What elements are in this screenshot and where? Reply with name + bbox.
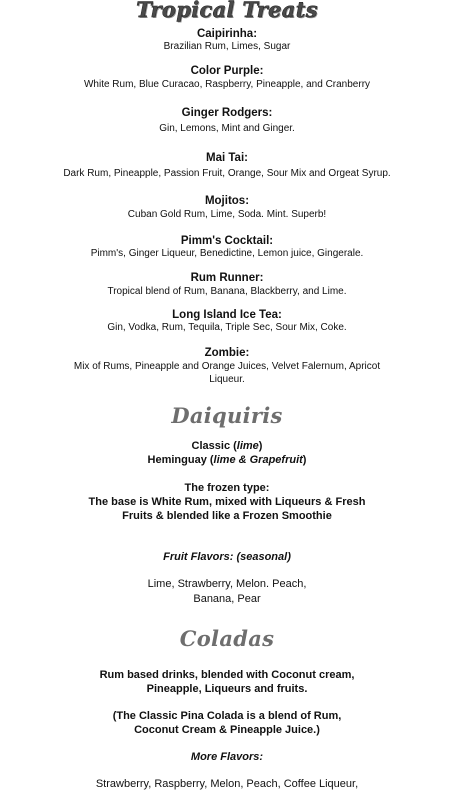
fruit-flavors-title: Fruit Flavors: (seasonal) (163, 551, 291, 563)
heminguay-close: ) (302, 454, 307, 466)
heminguay-label: Heminguay ( (147, 454, 214, 466)
classic-label: Classic ( (191, 440, 237, 452)
drink-desc: Gin, Lemons, Mint and Ginger. (159, 123, 295, 134)
more-flavors-list: Strawberry, Raspberry, Melon, Peach, Coffee Liqueur, (95, 778, 359, 790)
drink-desc: Brazilian Rum, Limes, Sugar (163, 41, 291, 52)
drink-desc: Dark Rum, Pineapple, Passion Fruit, Orange, Sour Mix and Orgeat Syrup. (63, 168, 391, 179)
classic-pina-colada: Coconut Cream & Pineapple Juice.) (134, 724, 320, 736)
frozen-desc: Fruits & blended like a Frozen Smoothie (122, 510, 332, 522)
drink-desc: Mix of Rums, Pineapple and Orange Juices, Velvet Falernum, Apricot (73, 361, 381, 372)
drink-desc: Cuban Gold Rum, Lime, Soda. Mint. Superb! (127, 209, 327, 220)
drink-name: Caipirinha: (196, 28, 258, 40)
drink-name: Rum Runner: (190, 272, 264, 284)
classic-flavor: lime (236, 440, 259, 452)
classic-close: ) (258, 440, 263, 452)
drink-desc: Pimm's, Ginger Liqueur, Benedictine, Lemon juice, Gingerale. (90, 248, 364, 259)
fruit-flavors-list: Lime, Strawberry, Melon. Peach, (147, 578, 307, 590)
frozen-desc: The base is White Rum, mixed with Liqueurs & Fresh (88, 496, 366, 508)
coladas-desc: Pineapple, Liqueurs and fruits. (146, 683, 308, 695)
heminguay-flavor: lime & Grapefruit (213, 454, 303, 466)
drink-name: Pimm's Cocktail: (180, 235, 274, 247)
drink-desc: Liqueur. (209, 374, 245, 385)
tropical-heading: Tropical Treats (136, 0, 318, 22)
drink-desc: Tropical blend of Rum, Banana, Blackberry, and Lime. (107, 286, 347, 297)
drink-desc: White Rum, Blue Curacao, Raspberry, Pineapple, and Cranberry (83, 79, 371, 90)
drink-desc: Gin, Vodka, Rum, Tequila, Triple Sec, Sour Mix, Coke. (107, 322, 347, 333)
daiquiri-heminguay (0, 454, 454, 466)
drink-name: Mai Tai: (206, 152, 248, 164)
coladas-desc: Rum based drinks, blended with Coconut cream, (99, 669, 355, 681)
drink-name: Long Island Ice Tea: (172, 309, 282, 321)
more-flavors-title: More Flavors: (190, 751, 264, 763)
fruit-flavors-list: Banana, Pear (193, 593, 261, 605)
classic-pina-colada: (The Classic Pina Colada is a blend of Rum, (112, 710, 342, 722)
coladas-heading: Coladas (179, 626, 275, 651)
daiquiris-heading: Daiquiris (171, 403, 283, 428)
drink-name: Mojitos: (204, 195, 250, 207)
drink-name: Ginger Rodgers: (181, 107, 273, 119)
daiquiri-classic (0, 440, 454, 452)
drink-name: Zombie: (204, 347, 250, 359)
drink-name: Color Purple: (190, 65, 264, 77)
frozen-title: The frozen type: (184, 482, 270, 494)
